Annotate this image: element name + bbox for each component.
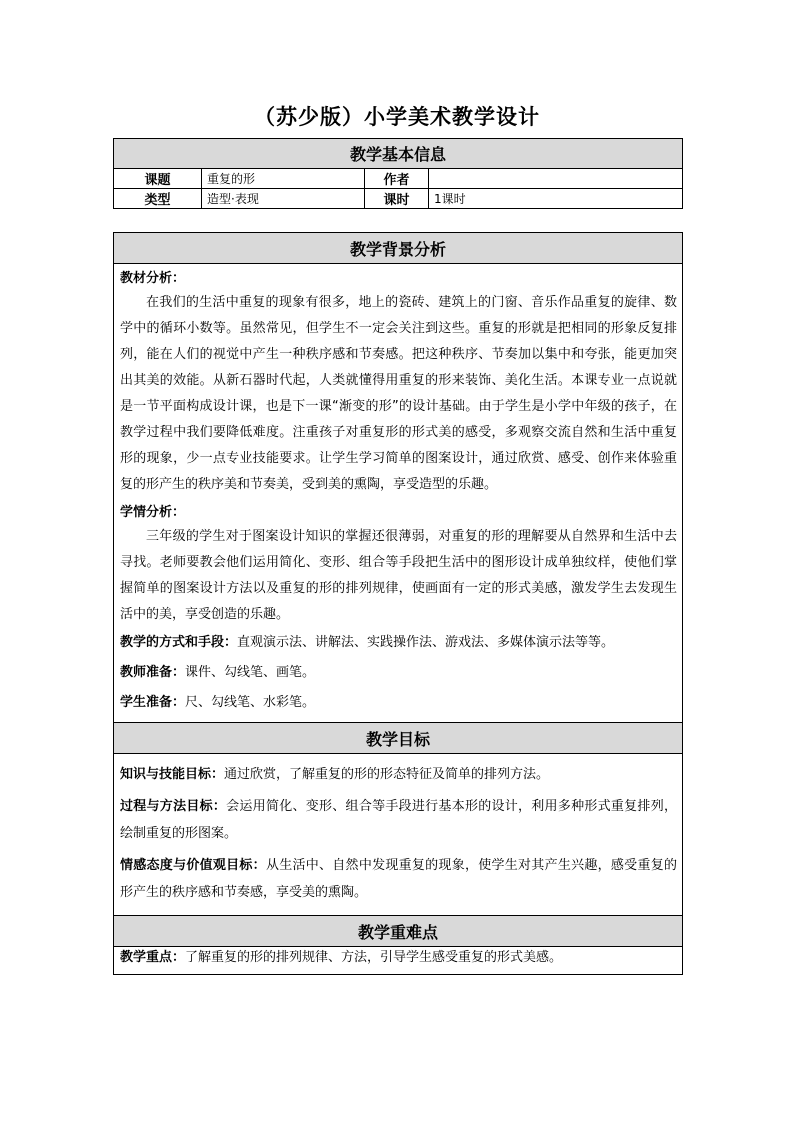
method-line bbox=[120, 628, 677, 658]
teacher-prep-text: 课件、勾线笔、画笔。 bbox=[185, 665, 316, 680]
method-label: 教学的方式和手段： bbox=[120, 635, 238, 650]
author-label: 作者 bbox=[365, 169, 429, 189]
emotion-goal-text: 从生活中、自然中发现重复的现象，使学生对其产生兴趣，感受重复的形产生的秩序感和节奏感，享受美的熏陶。 bbox=[120, 858, 677, 900]
process-goal-text: 会运用简化、变形、组合等手段进行基本形的设计，利用多种形式重复排列，绘制重复的形图案。 bbox=[120, 799, 677, 841]
emotion-goal bbox=[120, 852, 677, 906]
topic-label: 课题 bbox=[114, 169, 202, 189]
author-value bbox=[429, 169, 683, 189]
method-text: 直观演示法、讲解法、实践操作法、游戏法、多媒体演示法等等。 bbox=[237, 635, 615, 650]
material-paragraph: 在我们的生活中重复的现象有很多，地上的瓷砖、建筑上的门窗、音乐作品重复的旋律、数学中的循环小数等。虽然常见，但学生不一定会关注到这些。重复的形就是把相同的形象反复排列，能在人们的视觉中产生一种秩序感和节奏感。把这种秩序、节奏加以集中和夸张，能更加突出其美的效能。从新石器时代起，人类就懂得用重复的形来装饰、美化生活。本课专业一点说就是一节平面构成设计课，也是下一课“渐变的形”的设计基础。由于学生是小学中年级的孩子，在教学过程中我们要降低难度。注重孩子对重复形的形式美的感受，多观察交流自然和生活中重复形的现象，少一点专业技能要求。让学生学习简单的图案设计，通过欣赏、感受、创作来体验重复的形产生的秩序美和节奏美，受到美的熏陶，享受造型的乐趣。 bbox=[120, 295, 677, 492]
knowledge-goal bbox=[120, 761, 677, 788]
knowledge-goal-label: 知识与技能目标： bbox=[120, 767, 225, 782]
key-points-header: 教学重难点 bbox=[114, 916, 683, 947]
student-prep-text: 尺、勾线笔、水彩笔。 bbox=[185, 695, 316, 710]
student-paragraph: 三年级的学生对于图案设计知识的掌握还很薄弱，对重复的形的理解要从自然界和生活中去寻找。老师要教会他们运用简化、变形、组合等手段把生活中的图形设计成单独纹样，使他们掌握简单的图案设计方法以及重复的形的排列规律，使画面有一定的形式美感，激发学生去发现生活中的美，享受创造的乐趣。 bbox=[120, 529, 677, 622]
topic-value: 重复的形 bbox=[202, 169, 365, 189]
objectives-section bbox=[114, 754, 683, 916]
focus-label: 教学重点： bbox=[120, 950, 186, 965]
student-prep-line bbox=[120, 688, 677, 718]
student-heading: 学情分析： bbox=[120, 505, 186, 520]
main-design-table bbox=[113, 232, 683, 975]
process-goal-label: 过程与方法目标： bbox=[120, 799, 227, 814]
process-goal bbox=[120, 793, 677, 847]
background-header: 教学背景分析 bbox=[114, 233, 683, 264]
basic-info-header: 教学基本信息 bbox=[114, 139, 683, 169]
basic-info-table bbox=[113, 138, 683, 209]
key-points-section bbox=[114, 947, 683, 975]
hours-value: 1课时 bbox=[429, 189, 683, 209]
teacher-prep-label: 教师准备： bbox=[120, 665, 186, 680]
emotion-goal-label: 情感态度与价值观目标： bbox=[120, 858, 266, 873]
type-value: 造型·表现 bbox=[202, 189, 365, 209]
background-section bbox=[114, 264, 683, 723]
student-prep-label: 学生准备： bbox=[120, 695, 186, 710]
objectives-header: 教学目标 bbox=[114, 723, 683, 754]
material-heading: 教材分析： bbox=[120, 271, 186, 286]
hours-label: 课时 bbox=[365, 189, 429, 209]
teacher-prep-line bbox=[120, 658, 677, 688]
page-title: （苏少版）小学美术教学设计 bbox=[254, 104, 540, 129]
knowledge-goal-text: 通过欣赏，了解重复的形的形态特征及简单的排列方法。 bbox=[224, 767, 550, 782]
focus-text: 了解重复的形的排列规律、方法，引导学生感受重复的形式美感。 bbox=[185, 950, 563, 965]
type-label: 类型 bbox=[114, 189, 202, 209]
